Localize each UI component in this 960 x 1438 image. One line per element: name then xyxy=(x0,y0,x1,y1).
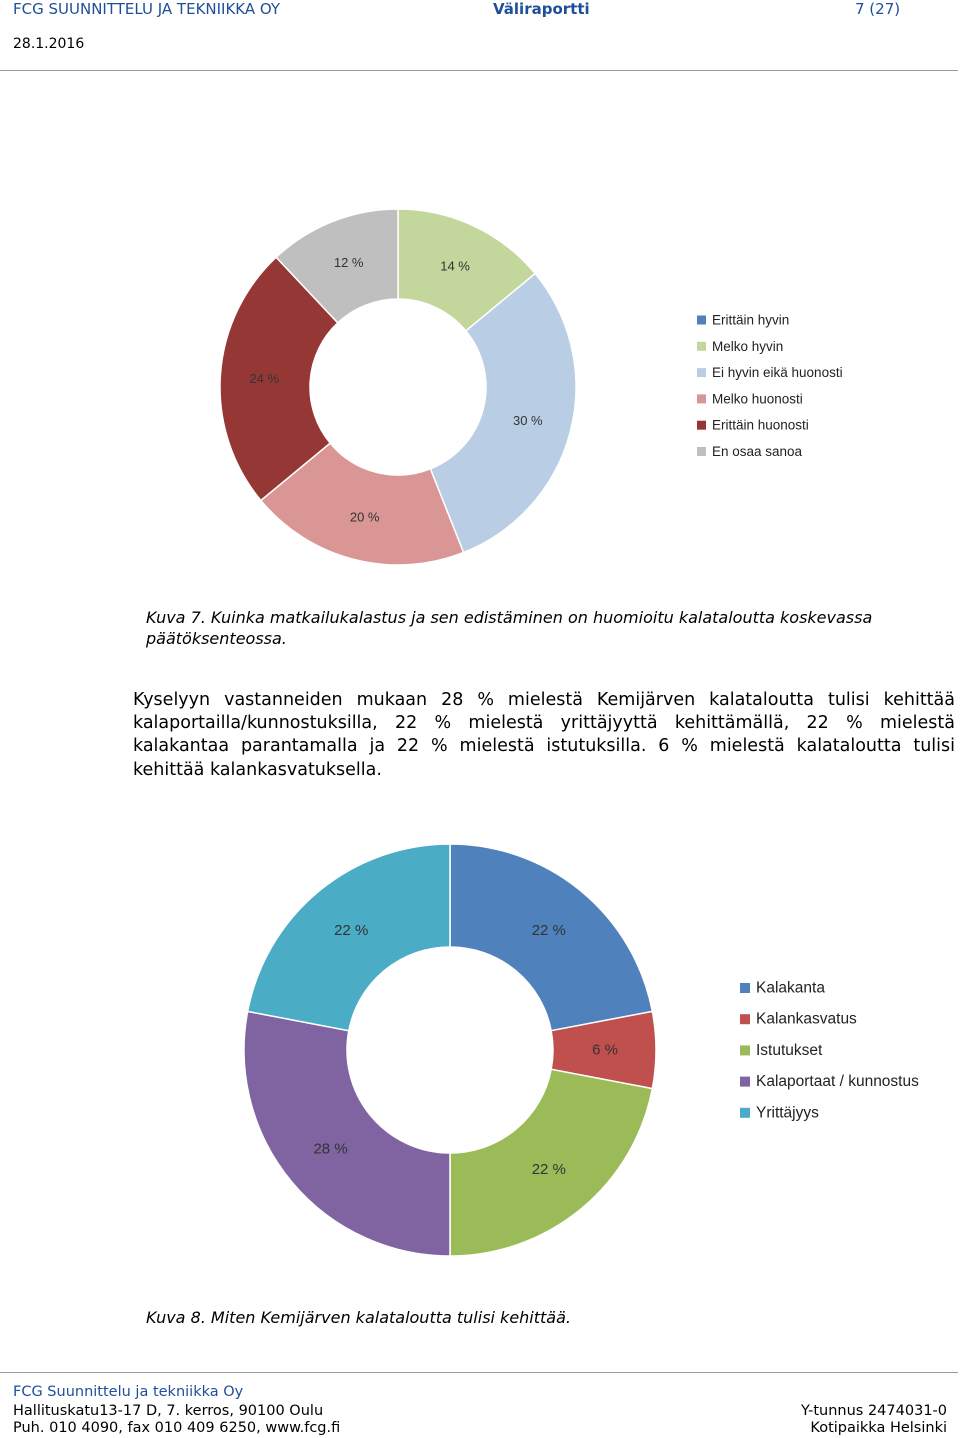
legend-swatch-6 xyxy=(697,447,706,456)
legend-swatch-1 xyxy=(697,316,706,325)
legend-swatch-5 xyxy=(740,1108,750,1118)
legend-swatch-4 xyxy=(740,1077,750,1087)
legend-swatch-5 xyxy=(697,421,706,430)
footer-company: FCG Suunnittelu ja tekniikka Oy xyxy=(13,1384,244,1400)
legend-label-1: Kalakanta xyxy=(756,979,825,997)
header-document-title: Väliraportti xyxy=(493,0,590,18)
legend-label-2: Kalankasvatus xyxy=(756,1010,857,1028)
legend-label-4: Kalaportaat / kunnostus xyxy=(756,1073,919,1091)
header-company: FCG SUUNNITTELU JA TEKNIIKKA OY xyxy=(13,0,281,18)
data-label-1: 22 % xyxy=(531,922,566,940)
footer-divider xyxy=(0,1372,958,1373)
figure-7-caption: Kuva 7. Kuinka matkailukalastus ja sen edistäminen on huomioitu kalataloutta koskevassa päätöksenteossa. xyxy=(146,608,873,648)
data-label-2: 14 % xyxy=(440,258,470,274)
header-divider xyxy=(0,70,958,71)
legend-swatch-1 xyxy=(740,983,750,993)
data-label-3: 22 % xyxy=(531,1160,566,1178)
legend-label-5: Erittäin huonosti xyxy=(712,417,809,433)
footer-phone: Puh. 010 4090, fax 010 409 6250, www.fcg.fi xyxy=(13,1420,341,1436)
legend-label-4: Melko huonosti xyxy=(712,391,803,407)
legend-label-3: Istutukset xyxy=(756,1041,823,1059)
footer-business-id: Y-tunnus 2474031-0 xyxy=(800,1403,947,1419)
legend-label-2: Melko hyvin xyxy=(712,338,784,354)
header-page-number: 7 (27) xyxy=(855,0,901,18)
data-label-5: 22 % xyxy=(334,922,369,940)
donut-chart-fig8 xyxy=(0,830,960,1270)
footer-address: Hallituskatu13-17 D, 7. kerros, 90100 Oulu xyxy=(13,1403,324,1419)
legend-swatch-2 xyxy=(740,1014,750,1024)
legend-swatch-3 xyxy=(740,1045,750,1055)
data-label-3: 30 % xyxy=(512,412,543,428)
legend-label-6: En osaa sanoa xyxy=(712,444,803,459)
data-label-4: 28 % xyxy=(313,1140,348,1158)
body-paragraph: Kyselyyn vastanneiden mukaan 28 % mielestä Kemijärven kalataloutta tulisi kehittää kalaportailla/kunnostuksilla, 22 % mielestä yrittäjyyttä kehittämällä, 22 % mielestä kalakantaa parantamalla ja 22 % mielestä istutuksilla. 6 % mielestä kalataloutta tulisi kehittää kalankasvatuksella. xyxy=(133,690,955,780)
donut-chart-fig7 xyxy=(0,190,960,580)
figure-8-caption: Kuva 8. Miten Kemijärven kalataloutta tulisi kehittää. xyxy=(146,1308,571,1327)
legend-swatch-2 xyxy=(697,342,706,351)
legend-label-3: Ei hyvin eikä huonosti xyxy=(712,365,843,381)
legend-label-1: Erittäin hyvin xyxy=(712,312,790,328)
legend-swatch-3 xyxy=(697,368,706,377)
legend-label-5: Yrittäjyys xyxy=(756,1104,819,1122)
legend-swatch-4 xyxy=(697,394,706,403)
header-date: 28.1.2016 xyxy=(13,36,85,52)
data-label-2: 6 % xyxy=(592,1041,618,1059)
data-label-4: 20 % xyxy=(349,509,380,525)
data-label-6: 12 % xyxy=(333,254,364,270)
slice-4 xyxy=(244,1011,450,1256)
data-label-5: 24 % xyxy=(249,371,280,387)
footer-domicile: Kotipaikka Helsinki xyxy=(810,1420,947,1436)
